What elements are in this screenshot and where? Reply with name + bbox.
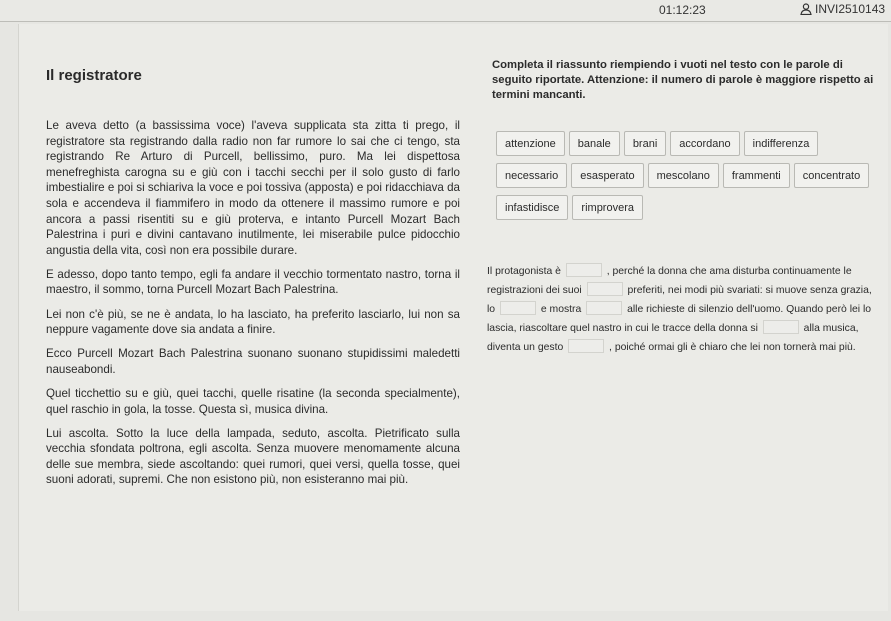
exercise-title: Il registratore (46, 67, 142, 84)
summary-segment: alla musica, diventa un gesto (487, 323, 859, 353)
summary-segment: alle richieste di silenzio dell'uomo. Quando però lei lo lascia, riascoltare quel nastro in cui le tracce della donna si (487, 304, 872, 334)
summary-segment: e mostra (540, 304, 582, 315)
summary-segment: preferiti, nei modi più svariati: si muove senza grazia, lo (487, 285, 872, 315)
story-paragraph: Ecco Purcell Mozart Bach Palestrina suonano suonano stupidissimi maledetti nauseabondi. (46, 347, 460, 376)
user-badge (800, 2, 885, 16)
drop-blank-5[interactable] (763, 320, 799, 334)
drop-blank-4[interactable] (586, 301, 622, 315)
story-paragraph: E adesso, dopo tanto tempo, egli fa andare il vecchio tormentato nastro, torna il maestro, il sommo, torna Purcell Mozart Bach Palestrina. (46, 267, 460, 297)
drop-blank-3[interactable] (500, 301, 536, 315)
story-paragraph: Le aveva detto (a bassissima voce) l'aveva supplicata sta zitta ti prego, il registratore sta registrando dalla radio non far rumore lo sai che ci tengo, sta registrando Re Arturo di Purcell, bellissimo, puro. Ma lei dispettosa menefreghista carogna su e giù con i tacchi secchi per il solo gusto di farlo imbestialire e poi si schiariva la voce e poi tossiva (apposta) e poi ridacchiava da sola e accendeva il fiammifero in modo da ottenere il massimo rumore e poi ancora a passi risentiti su e giù proterva, e intanto Purcell Mozart Bach Palestrina i puri e divini cantavano inutilmente, lei miserabile pulce pidocchio angustia della vita, così non era possibile durare. (46, 119, 460, 257)
header-divider (0, 21, 891, 22)
drop-blank-6[interactable] (568, 339, 604, 353)
word-chip-accordano[interactable]: accordano (670, 131, 739, 156)
story-text (46, 118, 460, 488)
word-chip-mescolano[interactable]: mescolano (648, 163, 719, 188)
word-bank-row (496, 131, 876, 156)
user-icon (800, 3, 812, 15)
word-chip-concentrato[interactable]: concentrato (794, 163, 869, 188)
exercise-instructions: Completa il riassunto riempiendo i vuoti nel testo con le parole di seguito riportate. Attenzione: il numero di parole è maggiore rispetto ai termini mancanti. (492, 59, 874, 101)
word-chip-esasperato[interactable]: esasperato (571, 163, 643, 188)
timer: 01:12:23 (659, 3, 706, 17)
drop-blank-1[interactable] (566, 263, 602, 277)
summary-text (487, 262, 879, 357)
word-bank (496, 131, 876, 227)
word-chip-brani[interactable]: brani (624, 131, 666, 156)
word-chip-frammenti[interactable]: frammenti (723, 163, 790, 188)
word-chip-rimprovera[interactable]: rimprovera (572, 195, 643, 220)
drop-blank-2[interactable] (587, 282, 623, 296)
summary-segment: , perché la donna che ama disturba continuamente le registrazioni dei suoi (487, 266, 852, 296)
top-bar (0, 0, 891, 22)
summary-segment: Il protagonista è (487, 266, 561, 277)
word-chip-indifferenza[interactable]: indifferenza (744, 131, 819, 156)
word-bank-row (496, 195, 876, 220)
word-chip-necessario[interactable]: necessario (496, 163, 567, 188)
summary-segment: , poiché ormai gli è chiaro che lei non tornerà mai più. (609, 342, 856, 353)
word-bank-row (496, 163, 876, 188)
story-paragraph: Lei non c'è più, se ne è andata, lo ha lasciato, ha preferito lasciarlo, lui non sa neppure vagamente dove sia andata a finire. (46, 307, 460, 337)
story-paragraph: Quel ticchettio su e giù, quei tacchi, quelle risatine (la seconda specialmente), quel raschio in gola, la tosse. Questa sì, musica divina. (46, 386, 460, 416)
word-chip-infastidisce[interactable]: infastidisce (496, 195, 568, 220)
story-paragraph: Lui ascolta. Sotto la luce della lampada, seduto, ascolta. Pietrificato sulla vecchia sfondata poltrona, egli ascolta. Senza muovere menomamente alcuna delle sue membra, siede ascoltando: quei rumori, quei versi, quella tosse, quei suoni adorati, supremi. Che non esistono più, non esisteranno mai più. (46, 426, 460, 487)
word-chip-banale[interactable]: banale (569, 131, 620, 156)
user-id: INVI2510143 (815, 2, 886, 16)
word-chip-attenzione[interactable]: attenzione (496, 131, 565, 156)
